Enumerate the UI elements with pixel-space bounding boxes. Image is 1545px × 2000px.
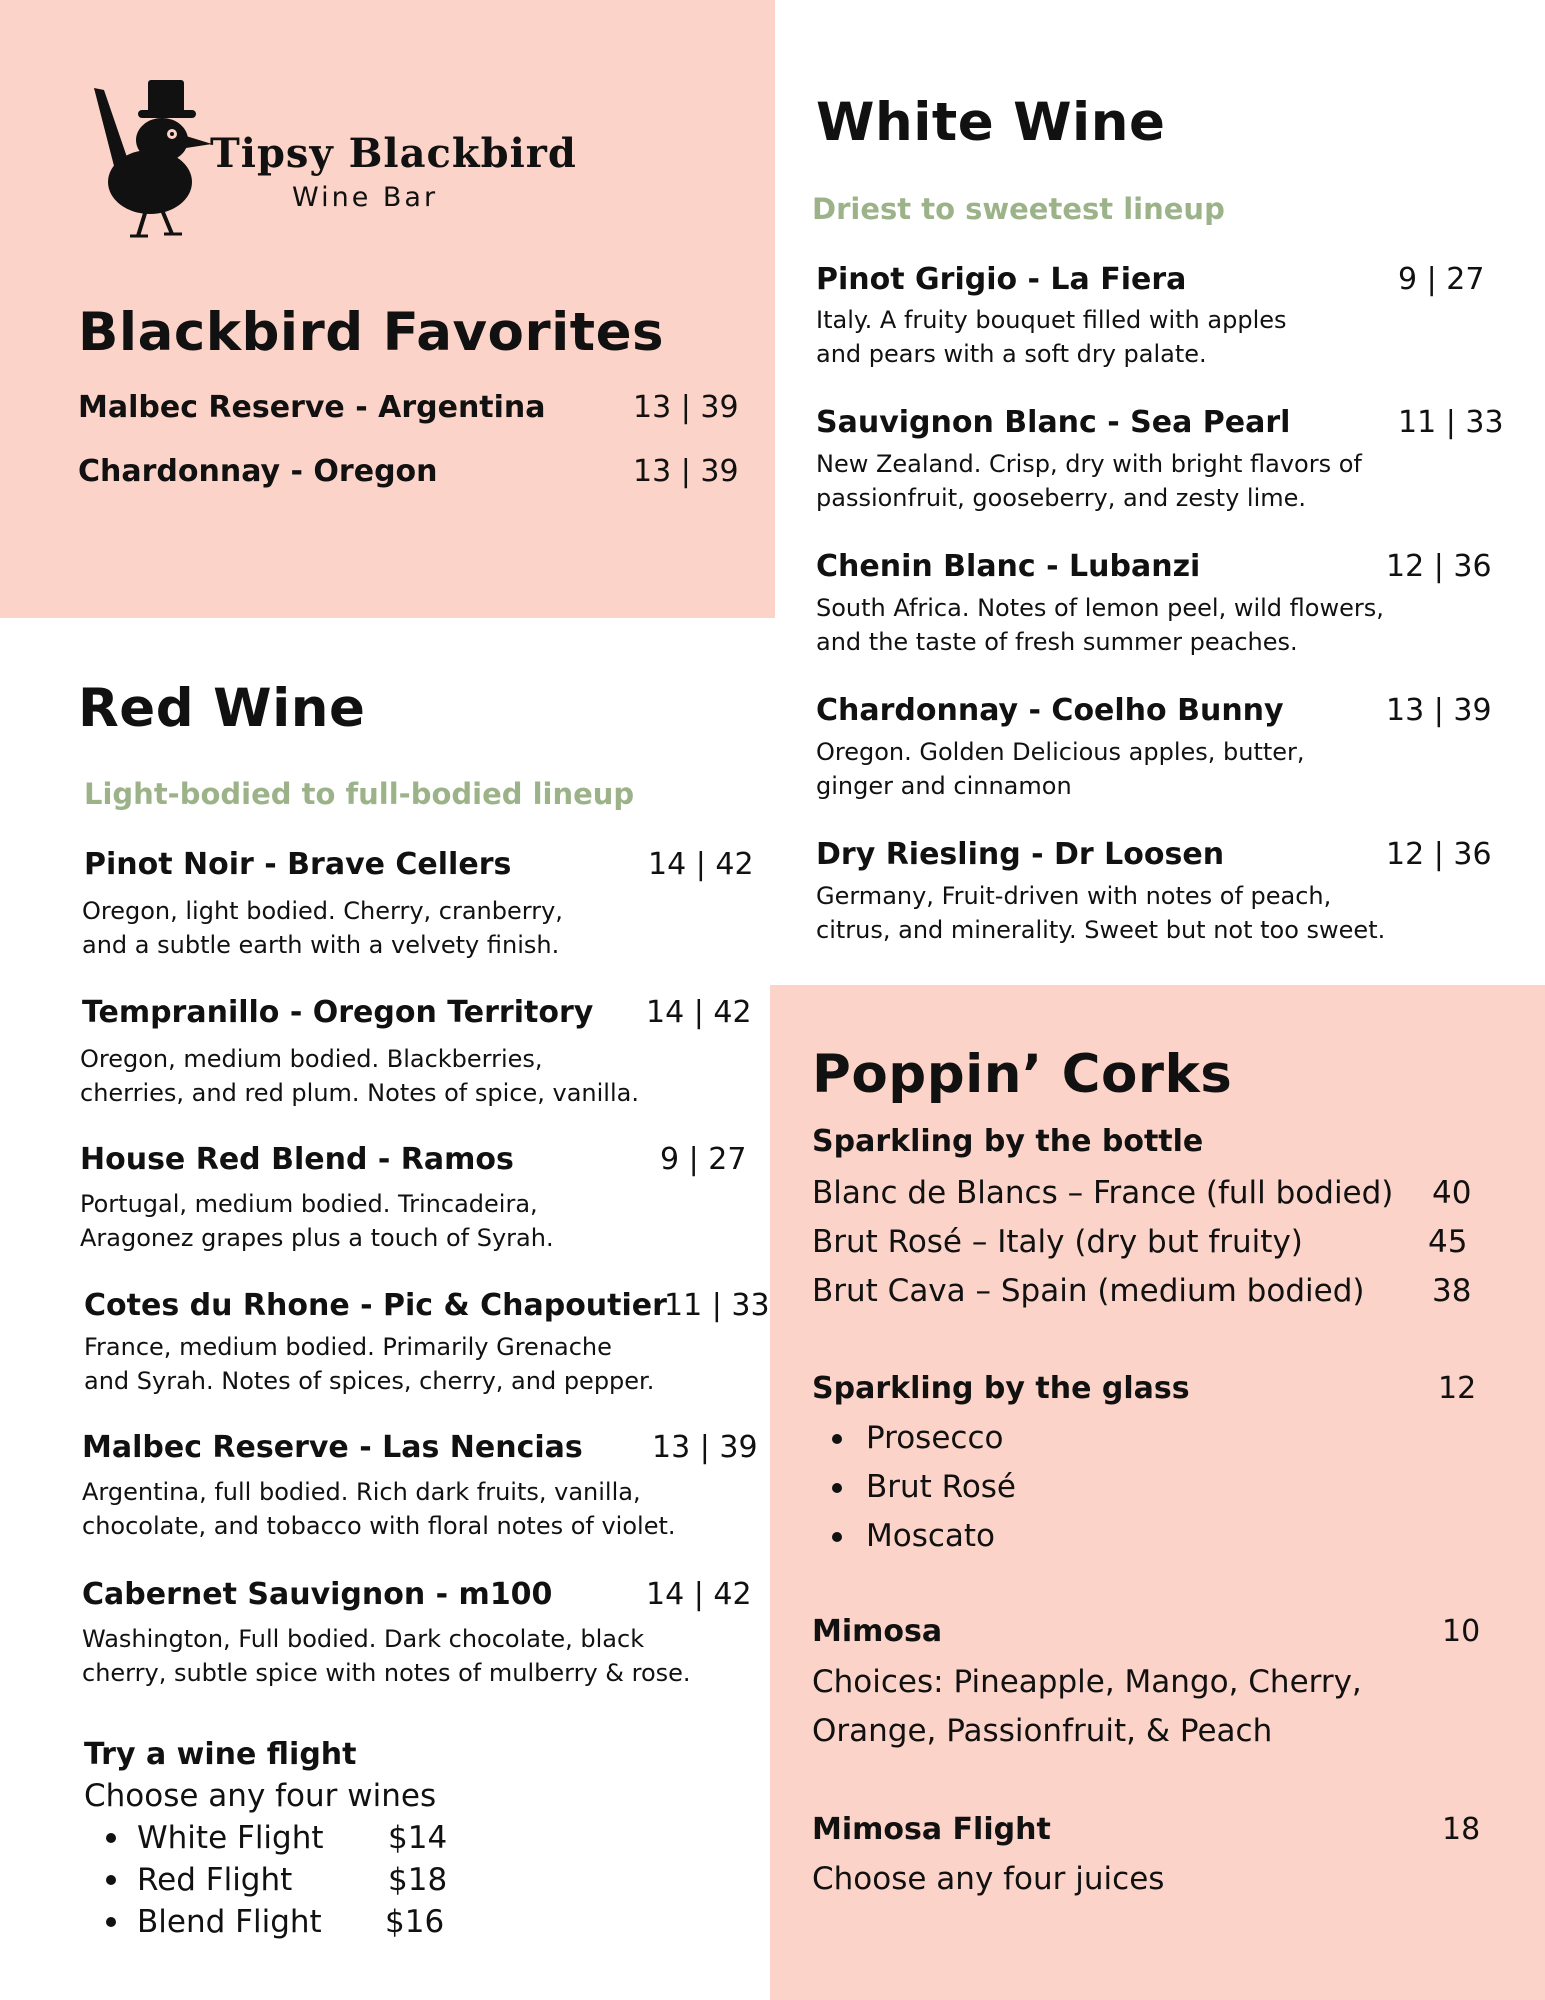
bottle-item-name: Brut Cava – Spain (medium bodied) (812, 1273, 1365, 1309)
white-wine-desc: New Zealand. Crisp, dry with bright flavors of passionfruit, gooseberry, and zesty lime. (816, 450, 1362, 512)
white-wine-name: Sauvignon Blanc - Sea Pearl (816, 405, 1291, 440)
red-wine-name: Pinot Noir - Brave Cellers (84, 847, 512, 882)
red-wine-desc: Portugal, medium bodied. Trincadeira, Aragonez grapes plus a touch of Syrah. (80, 1190, 554, 1252)
flight-item-name: White Flight (137, 1820, 324, 1856)
mimosa-flight-desc: Choose any four juices (812, 1861, 1165, 1897)
white-wine-name: Chenin Blanc - Lubanzi (816, 549, 1201, 584)
flight-subtitle: Choose any four wines (84, 1778, 437, 1814)
white-wine-price: 12 | 36 (1386, 549, 1492, 584)
white-wine-name: Dry Riesling - Dr Loosen (816, 837, 1225, 872)
red-wine-price: 9 | 27 (660, 1142, 747, 1177)
flight-item-price: $14 (388, 1820, 448, 1856)
red-wine-price: 11 | 33 (664, 1288, 770, 1323)
mimosa-choices: Orange, Passionfruit, & Peach (812, 1713, 1273, 1749)
white-wine-desc: Italy. A fruity bouquet filled with apples and pears with a soft dry palate. (816, 306, 1287, 368)
white-wine-desc: Germany, Fruit-driven with notes of peach, citrus, and minerality. Sweet but not too sweet. (816, 882, 1386, 944)
favorite-name: Chardonnay - Oregon (78, 454, 438, 489)
brand-name: Tipsy Blackbird (210, 130, 577, 177)
red-wine-desc: Washington, Full bodied. Dark chocolate, black cherry, subtle spice with notes of mulberry & rose. (82, 1625, 691, 1687)
white-wine-desc: Oregon. Golden Delicious apples, butter, ginger and cinnamon (816, 738, 1305, 800)
mimosa-flight-title: Mimosa Flight (812, 1812, 1051, 1847)
flight-item-name: Blend Flight (137, 1904, 322, 1940)
corks-title: Poppin’ Corks (812, 1044, 1233, 1105)
mimosa-flight-price: 18 (1442, 1812, 1481, 1847)
bullet-icon (832, 1483, 842, 1493)
red-wine-price: 13 | 39 (652, 1430, 758, 1465)
flight-item-price: $18 (388, 1862, 448, 1898)
brand-subtitle: Wine Bar (292, 182, 439, 213)
glass-item: Moscato (866, 1518, 996, 1554)
bullet-icon (832, 1434, 842, 1444)
white-wine-desc: South Africa. Notes of lemon peel, wild flowers, and the taste of fresh summer peaches. (816, 594, 1384, 656)
bottle-title: Sparkling by the bottle (812, 1124, 1204, 1159)
red-wine-desc: Oregon, light bodied. Cherry, cranberry, and a subtle earth with a velvety finish. (82, 897, 563, 959)
blackbird-icon (90, 70, 230, 240)
red-wine-desc: Oregon, medium bodied. Blackberries, cherries, and red plum. Notes of spice, vanilla. (80, 1045, 639, 1107)
red-wine-desc: Argentina, full bodied. Rich dark fruits, vanilla, chocolate, and tobacco with floral notes of violet. (82, 1478, 676, 1540)
glass-price: 12 (1438, 1371, 1477, 1406)
white-wine-price: 11 | 33 (1398, 405, 1504, 440)
mimosa-price: 10 (1442, 1614, 1481, 1649)
brand-logo (90, 70, 577, 240)
bottle-item-price: 38 (1432, 1273, 1472, 1309)
white-wine-subtitle: Driest to sweetest lineup (812, 192, 1225, 226)
glass-title: Sparkling by the glass (812, 1371, 1190, 1406)
red-wine-price: 14 | 42 (646, 995, 752, 1030)
white-wine-price: 12 | 36 (1386, 837, 1492, 872)
flight-title: Try a wine flight (84, 1737, 357, 1772)
white-wine-title: White Wine (816, 92, 1166, 153)
red-wine-subtitle: Light-bodied to full-bodied lineup (84, 777, 635, 811)
white-wine-price: 9 | 27 (1398, 262, 1485, 297)
bullet-icon (106, 1875, 116, 1885)
mimosa-choices: Choices: Pineapple, Mango, Cherry, (812, 1664, 1362, 1700)
bottle-item-price: 45 (1428, 1224, 1468, 1260)
glass-item: Brut Rosé (866, 1469, 1017, 1505)
red-wine-name: House Red Blend - Ramos (80, 1142, 514, 1177)
flight-item-name: Red Flight (137, 1862, 293, 1898)
mimosa-title: Mimosa (812, 1614, 943, 1649)
red-wine-price: 14 | 42 (648, 847, 754, 882)
white-wine-name: Chardonnay - Coelho Bunny (816, 693, 1284, 728)
bottle-item-name: Blanc de Blancs – France (full bodied) (812, 1175, 1394, 1211)
favorite-price: 13 | 39 (633, 454, 739, 489)
favorite-name: Malbec Reserve - Argentina (78, 390, 546, 425)
favorite-price: 13 | 39 (633, 390, 739, 425)
bullet-icon (106, 1917, 116, 1927)
red-wine-desc: France, medium bodied. Primarily Grenache and Syrah. Notes of spices, cherry, and pepper. (84, 1333, 655, 1395)
white-wine-price: 13 | 39 (1386, 693, 1492, 728)
bottle-item-price: 40 (1432, 1175, 1472, 1211)
bullet-icon (832, 1532, 842, 1542)
bullet-icon (106, 1833, 116, 1843)
bottle-item-name: Brut Rosé – Italy (dry but fruity) (812, 1224, 1303, 1260)
red-wine-name: Cotes du Rhone - Pic & Chapoutier (84, 1288, 667, 1323)
favorites-title: Blackbird Favorites (78, 302, 665, 363)
red-wine-title: Red Wine (78, 678, 366, 739)
flight-item-price: $16 (385, 1904, 445, 1940)
red-wine-name: Tempranillo - Oregon Territory (82, 995, 594, 1030)
red-wine-name: Cabernet Sauvignon - m100 (82, 1577, 553, 1612)
white-wine-name: Pinot Grigio - La Fiera (816, 262, 1187, 297)
red-wine-name: Malbec Reserve - Las Nencias (82, 1430, 583, 1465)
glass-item: Prosecco (866, 1420, 1004, 1456)
red-wine-price: 14 | 42 (646, 1577, 752, 1612)
